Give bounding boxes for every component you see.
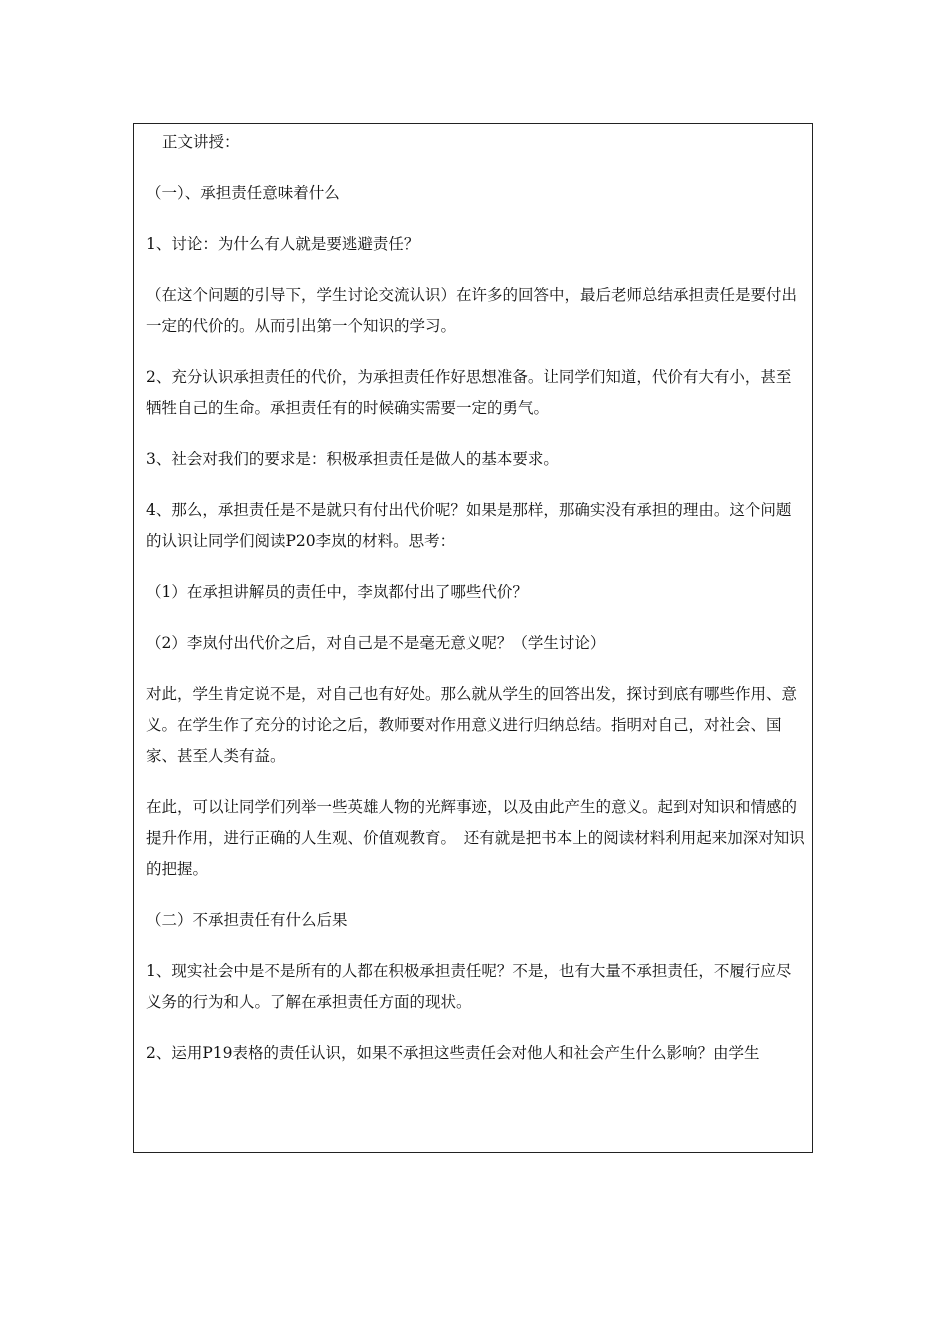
paragraph-reading-material: 4、那么，承担责任是不是就只有付出代价呢？如果是那样，那确实没有承担的理由。这个问题的认识让同学们阅读P20李岚的材料。思考： — [146, 501, 792, 550]
section-heading-two: （二）不承担责任有什么后果 — [146, 911, 348, 929]
paragraph-benefits: 对此，学生肯定说不是，对自己也有好处。那么就从学生的回答出发，探讨到底有哪些作用、意义。在学生作了充分的讨论之后，教师要对作用意义进行归纳总结。指明对自己，对社会、国家、甚至人类有益。 — [146, 685, 798, 765]
paragraph-society-requirement: 3、社会对我们的要求是：积极承担责任是做人的基本要求。 — [146, 450, 559, 468]
paragraph-cost: 2、充分认识承担责任的代价，为承担责任作好思想准备。让同学们知道，代价有大有小，甚至牺牲自己的生命。承担责任有的时候确实需要一定的勇气。 — [146, 368, 792, 417]
section-heading-lecture: 正文讲授： — [162, 133, 240, 151]
paragraph-table-usage: 2、运用P19表格的责任认识，如果不承担这些责任会对他人和社会产生什么影响？由学生 — [146, 1044, 760, 1062]
paragraph-heroes: 在此，可以让同学们列举一些英雄人物的光辉事迹，以及由此产生的意义。起到对知识和情感的提升作用，进行正确的人生观、价值观教育。 还有就是把书本上的阅读材料利用起来加深对知识的把握。 — [146, 798, 805, 878]
lesson-content — [146, 124, 806, 1069]
paragraph-discussion: 1、讨论：为什么有人就是要逃避责任？ — [146, 235, 420, 253]
table-cell-frame — [133, 123, 813, 1153]
question-one: （1）在承担讲解员的责任中，李岚都付出了哪些代价？ — [146, 583, 528, 601]
paragraph-teacher-summary: （在这个问题的引导下，学生讨论交流认识）在许多的回答中，最后老师总结承担责任是要付出一定的代价的。从而引出第一个知识的学习。 — [146, 286, 798, 335]
paragraph-reality: 1、现实社会中是不是所有的人都在积极承担责任呢？不是，也有大量不承担责任，不履行应尽义务的行为和人。了解在承担责任方面的现状。 — [146, 962, 792, 1011]
section-heading-one: （一）、承担责任意味着什么 — [146, 184, 340, 202]
question-two: （2）李岚付出代价之后，对自己是不是毫无意义呢？（学生讨论） — [146, 634, 606, 652]
